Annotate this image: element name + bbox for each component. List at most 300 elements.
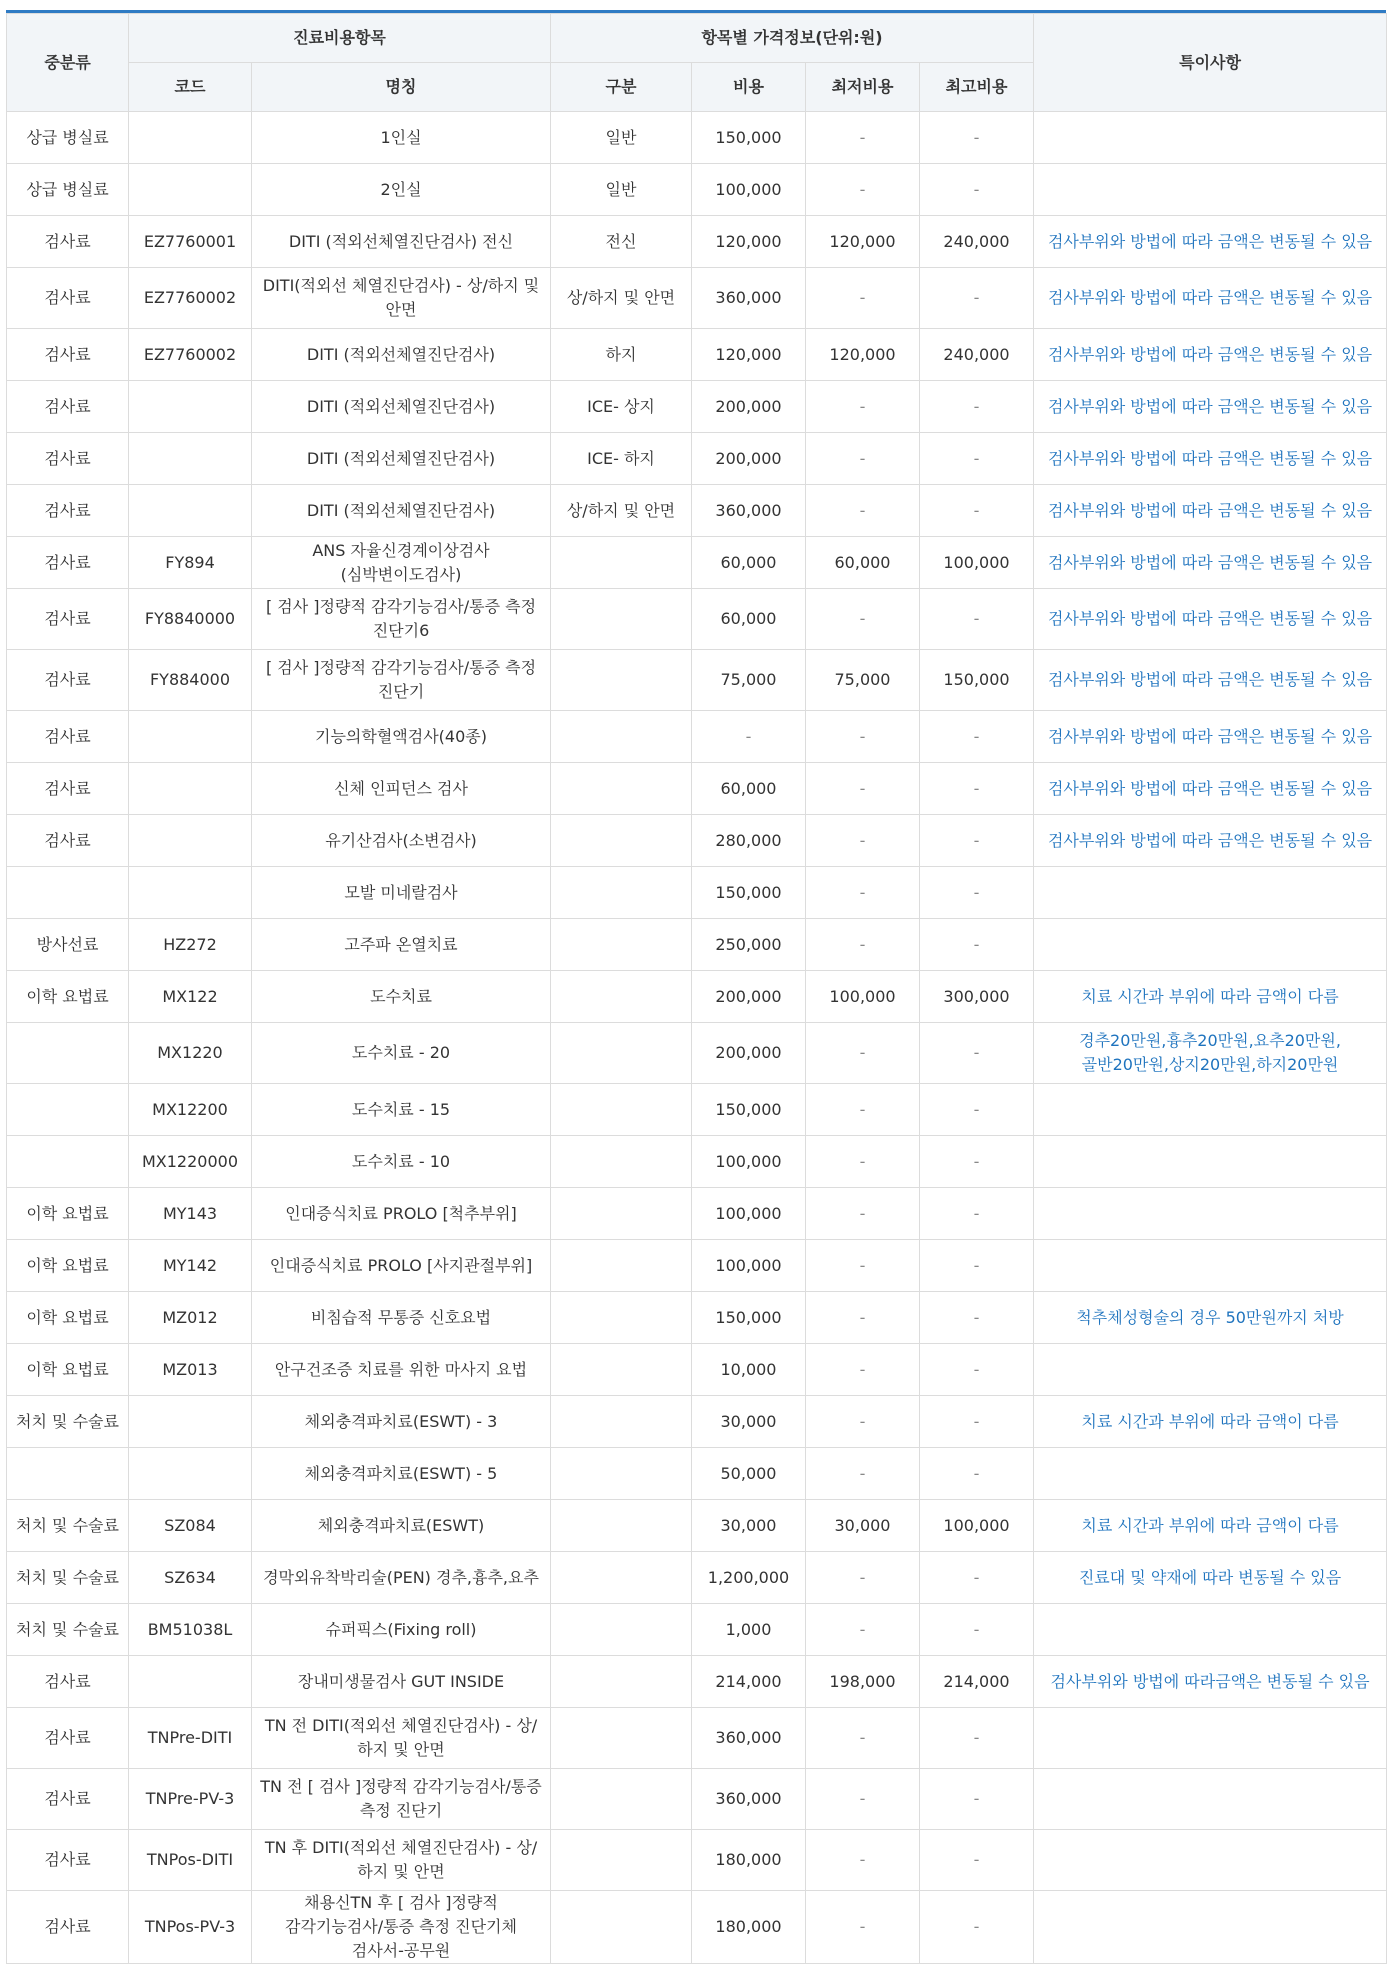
cell-note [1034,112,1387,164]
cell-type [551,1292,692,1344]
cell-code: MY142 [129,1240,252,1292]
cell-category: 처치 및 수술료 [7,1500,129,1552]
cell-category: 검사료 [7,1830,129,1891]
cell-min-cost: - [806,381,920,433]
cell-max-cost: - [920,1448,1034,1500]
cell-code: EZ7760002 [129,329,252,381]
cell-category: 이학 요법료 [7,1240,129,1292]
cell-min-cost: 100,000 [806,971,920,1023]
cell-category: 검사료 [7,589,129,650]
cell-code: TNPos-PV-3 [129,1891,252,1964]
cell-name: 장내미생물검사 GUT INSIDE [252,1656,551,1708]
cell-max-cost: - [920,919,1034,971]
cell-type: ICE- 상지 [551,381,692,433]
table-row [7,1656,1387,1708]
table-row [7,485,1387,537]
header-price-group: 항목별 가격정보(단위:원) [551,14,1034,63]
cell-type [551,1188,692,1240]
cell-type [551,1023,692,1084]
cell-cost: 360,000 [692,1708,806,1769]
cell-code: EZ7760001 [129,216,252,268]
table-row [7,1396,1387,1448]
table-row [7,919,1387,971]
header-type: 구분 [551,63,692,112]
header-code: 코드 [129,63,252,112]
cell-category [7,1084,129,1136]
cell-code [129,1656,252,1708]
cell-name: 체외충격파치료(ESWT) - 3 [252,1396,551,1448]
cell-note: 진료대 및 약재에 따라 변동될 수 있음 [1034,1552,1387,1604]
cell-category: 검사료 [7,485,129,537]
cell-name: 인대증식치료 PROLO [척추부위] [252,1188,551,1240]
cell-cost: 200,000 [692,433,806,485]
table-row [7,650,1387,711]
cell-max-cost: - [920,1708,1034,1769]
cell-type [551,1656,692,1708]
cell-note: 검사부위와 방법에 따라 금액은 변동될 수 있음 [1034,485,1387,537]
cell-name: 신체 인피던스 검사 [252,763,551,815]
cell-max-cost: 150,000 [920,650,1034,711]
cell-category: 이학 요법료 [7,971,129,1023]
cell-cost: 100,000 [692,1188,806,1240]
cell-type [551,1448,692,1500]
cell-cost: 120,000 [692,216,806,268]
cell-type [551,1604,692,1656]
table-row [7,216,1387,268]
cell-min-cost: - [806,1023,920,1084]
cell-cost: 200,000 [692,1023,806,1084]
cell-type [551,1708,692,1769]
cell-min-cost: - [806,268,920,329]
cell-min-cost: 30,000 [806,1500,920,1552]
cell-code [129,867,252,919]
cell-cost: 30,000 [692,1500,806,1552]
cell-name: 체외충격파치료(ESWT) - 5 [252,1448,551,1500]
header-category: 중분류 [7,14,129,112]
cell-name: [ 검사 ]정량적 감각기능검사/통증 측정 진단기6 [252,589,551,650]
cell-name: 안구건조증 치료를 위한 마사지 요법 [252,1344,551,1396]
table-row [7,268,1387,329]
table-row [7,1188,1387,1240]
cell-code: MZ013 [129,1344,252,1396]
cell-note [1034,1604,1387,1656]
cell-category: 처치 및 수술료 [7,1552,129,1604]
cell-cost: 100,000 [692,164,806,216]
cell-max-cost: - [920,815,1034,867]
cell-min-cost: 60,000 [806,537,920,589]
table-row [7,867,1387,919]
cell-max-cost: - [920,867,1034,919]
cell-type [551,1344,692,1396]
cell-name: DITI (적외선체열진단검사) [252,381,551,433]
cell-code: TNPos-DITI [129,1830,252,1891]
cell-type [551,589,692,650]
cell-name: 인대증식치료 PROLO [사지관절부위] [252,1240,551,1292]
cell-code [129,112,252,164]
cell-cost: 1,000 [692,1604,806,1656]
price-table-container [6,0,1386,1964]
cell-code [129,433,252,485]
cell-min-cost: - [806,164,920,216]
cell-max-cost: - [920,112,1034,164]
table-row [7,1604,1387,1656]
cell-note [1034,919,1387,971]
cell-min-cost: - [806,1292,920,1344]
cell-cost: 150,000 [692,1084,806,1136]
cell-cost: 360,000 [692,268,806,329]
table-row [7,1136,1387,1188]
cell-max-cost: - [920,164,1034,216]
cell-min-cost: 120,000 [806,216,920,268]
table-row [7,971,1387,1023]
cell-note [1034,1891,1387,1964]
cell-name: TN 전 DITI(적외선 체열진단검사) - 상/하지 및 안면 [252,1708,551,1769]
table-row [7,537,1387,589]
cell-note: 검사부위와 방법에 따라 금액은 변동될 수 있음 [1034,763,1387,815]
cell-name: 고주파 온열치료 [252,919,551,971]
cell-type [551,1396,692,1448]
table-row [7,1500,1387,1552]
cell-max-cost: - [920,433,1034,485]
cell-category: 이학 요법료 [7,1344,129,1396]
cell-note [1034,1188,1387,1240]
medical-fee-table [6,13,1387,1964]
table-row [7,1769,1387,1830]
cell-name: ANS 자율신경계이상검사(심박변이도검사) [252,537,551,589]
cell-code [129,381,252,433]
cell-category: 이학 요법료 [7,1188,129,1240]
cell-max-cost: - [920,1023,1034,1084]
cell-note [1034,1708,1387,1769]
cell-min-cost: - [806,1830,920,1891]
cell-max-cost: - [920,381,1034,433]
cell-cost: - [692,711,806,763]
cell-category: 검사료 [7,1656,129,1708]
cell-name: [ 검사 ]정량적 감각기능검사/통증 측정 진단기 [252,650,551,711]
cell-category: 검사료 [7,815,129,867]
cell-note: 척추체성형술의 경우 50만원까지 처방 [1034,1292,1387,1344]
cell-note [1034,1136,1387,1188]
cell-category: 처치 및 수술료 [7,1604,129,1656]
cell-category: 이학 요법료 [7,1292,129,1344]
cell-type [551,1084,692,1136]
cell-max-cost: - [920,1552,1034,1604]
cell-name: 비침습적 무통증 신호요법 [252,1292,551,1344]
cell-min-cost: - [806,815,920,867]
cell-type [551,1500,692,1552]
cell-cost: 280,000 [692,815,806,867]
cell-type: ICE- 하지 [551,433,692,485]
cell-code: TNPre-DITI [129,1708,252,1769]
cell-name: 채용신TN 후 [ 검사 ]정량적 감각기능검사/통증 측정 진단기체 검사서-공무원 [252,1891,551,1964]
cell-category: 검사료 [7,1708,129,1769]
cell-code: HZ272 [129,919,252,971]
cell-type [551,1552,692,1604]
cell-category: 검사료 [7,268,129,329]
cell-code: FY8840000 [129,589,252,650]
table-row [7,589,1387,650]
cell-name: 도수치료 [252,971,551,1023]
table-row [7,1830,1387,1891]
cell-max-cost: 240,000 [920,216,1034,268]
cell-note [1034,1769,1387,1830]
cell-min-cost: - [806,1448,920,1500]
cell-code [129,1396,252,1448]
cell-name: 슈퍼픽스(Fixing roll) [252,1604,551,1656]
cell-note [1034,1240,1387,1292]
cell-min-cost: - [806,1552,920,1604]
cell-min-cost: - [806,433,920,485]
cell-code [129,1448,252,1500]
cell-note [1034,164,1387,216]
cell-cost: 120,000 [692,329,806,381]
cell-cost: 100,000 [692,1136,806,1188]
cell-max-cost: - [920,485,1034,537]
cell-max-cost: - [920,711,1034,763]
cell-type [551,1240,692,1292]
cell-note: 치료 시간과 부위에 따라 금액이 다름 [1034,1500,1387,1552]
cell-category [7,867,129,919]
cell-code: MZ012 [129,1292,252,1344]
cell-name: DITI(적외선 체열진단검사) - 상/하지 및 안면 [252,268,551,329]
cell-min-cost: - [806,112,920,164]
cell-max-cost: - [920,1891,1034,1964]
cell-cost: 30,000 [692,1396,806,1448]
cell-max-cost: - [920,1604,1034,1656]
cell-type: 전신 [551,216,692,268]
cell-max-cost: - [920,589,1034,650]
cell-type [551,650,692,711]
table-row [7,711,1387,763]
table-header [7,14,1387,112]
cell-category: 검사료 [7,763,129,815]
cell-min-cost: - [806,1769,920,1830]
cell-cost: 150,000 [692,867,806,919]
cell-max-cost: - [920,1084,1034,1136]
cell-max-cost: - [920,1136,1034,1188]
header-name: 명칭 [252,63,551,112]
cell-min-cost: - [806,1084,920,1136]
header-min-cost: 최저비용 [806,63,920,112]
cell-type [551,867,692,919]
cell-code: BM51038L [129,1604,252,1656]
cell-category: 검사료 [7,711,129,763]
table-row [7,164,1387,216]
cell-code [129,763,252,815]
cell-category: 방사선료 [7,919,129,971]
header-cost: 비용 [692,63,806,112]
table-row [7,1344,1387,1396]
cell-type [551,1136,692,1188]
cell-max-cost: - [920,1240,1034,1292]
cell-note: 검사부위와 방법에 따라 금액은 변동될 수 있음 [1034,711,1387,763]
cell-type [551,1830,692,1891]
cell-note [1034,1830,1387,1891]
cell-min-cost: - [806,1604,920,1656]
cell-min-cost: - [806,763,920,815]
cell-min-cost: - [806,1891,920,1964]
cell-category: 검사료 [7,537,129,589]
cell-min-cost: - [806,485,920,537]
cell-min-cost: - [806,1344,920,1396]
cell-type: 상/하지 및 안면 [551,268,692,329]
cell-min-cost: 75,000 [806,650,920,711]
cell-code: MY143 [129,1188,252,1240]
cell-category: 검사료 [7,216,129,268]
cell-code: MX1220 [129,1023,252,1084]
cell-category [7,1136,129,1188]
table-row [7,112,1387,164]
cell-min-cost: - [806,919,920,971]
cell-code: MX122 [129,971,252,1023]
header-item-group: 진료비용항목 [129,14,551,63]
cell-code [129,164,252,216]
cell-max-cost: - [920,1830,1034,1891]
cell-max-cost: 240,000 [920,329,1034,381]
cell-name: 기능의학혈액검사(40종) [252,711,551,763]
cell-min-cost: - [806,1396,920,1448]
cell-note: 경추20만원,흉추20만원,요추20만원,골반20만원,상지20만원,하지20만원 [1034,1023,1387,1084]
cell-cost: 214,000 [692,1656,806,1708]
cell-name: 유기산검사(소변검사) [252,815,551,867]
cell-cost: 10,000 [692,1344,806,1396]
cell-cost: 1,200,000 [692,1552,806,1604]
cell-code: EZ7760002 [129,268,252,329]
cell-code [129,485,252,537]
cell-cost: 360,000 [692,1769,806,1830]
header-notes: 특이사항 [1034,14,1387,112]
cell-type [551,919,692,971]
cell-min-cost: - [806,589,920,650]
cell-code [129,711,252,763]
table-row [7,1292,1387,1344]
cell-min-cost: - [806,711,920,763]
cell-type [551,763,692,815]
cell-name: DITI (적외선체열진단검사) [252,433,551,485]
table-row [7,763,1387,815]
cell-note: 검사부위와 방법에 따라 금액은 변동될 수 있음 [1034,216,1387,268]
cell-note: 검사부위와 방법에 따라금액은 변동될 수 있음 [1034,1656,1387,1708]
cell-name: TN 전 [ 검사 ]정량적 감각기능검사/통증 측정 진단기 [252,1769,551,1830]
cell-type: 상/하지 및 안면 [551,485,692,537]
cell-max-cost: 300,000 [920,971,1034,1023]
cell-name: DITI (적외선체열진단검사) [252,329,551,381]
cell-name: 1인실 [252,112,551,164]
cell-category: 검사료 [7,650,129,711]
cell-category: 검사료 [7,1891,129,1964]
cell-max-cost: 100,000 [920,537,1034,589]
cell-category [7,1023,129,1084]
cell-type: 일반 [551,164,692,216]
cell-cost: 200,000 [692,381,806,433]
table-row [7,1552,1387,1604]
cell-code: MX1220000 [129,1136,252,1188]
cell-type [551,1891,692,1964]
cell-max-cost: - [920,1292,1034,1344]
cell-max-cost: 100,000 [920,1500,1034,1552]
table-body [7,112,1387,1964]
cell-category: 검사료 [7,1769,129,1830]
cell-name: 체외충격파치료(ESWT) [252,1500,551,1552]
cell-code: TNPre-PV-3 [129,1769,252,1830]
cell-category: 상급 병실료 [7,112,129,164]
cell-max-cost: - [920,1769,1034,1830]
header-max-cost: 최고비용 [920,63,1034,112]
cell-min-cost: - [806,1188,920,1240]
cell-code: SZ634 [129,1552,252,1604]
table-row [7,1708,1387,1769]
cell-name: 모발 미네랄검사 [252,867,551,919]
table-row [7,329,1387,381]
cell-category: 처치 및 수술료 [7,1396,129,1448]
cell-type [551,971,692,1023]
table-row [7,433,1387,485]
cell-cost: 200,000 [692,971,806,1023]
cell-note: 치료 시간과 부위에 따라 금액이 다름 [1034,971,1387,1023]
cell-category [7,1448,129,1500]
cell-max-cost: - [920,268,1034,329]
cell-cost: 150,000 [692,112,806,164]
table-row [7,1240,1387,1292]
cell-category: 검사료 [7,329,129,381]
cell-name: TN 후 DITI(적외선 체열진단검사) - 상/하지 및 안면 [252,1830,551,1891]
table-row [7,1023,1387,1084]
cell-name: 경막외유착박리술(PEN) 경추,흉추,요추 [252,1552,551,1604]
cell-cost: 50,000 [692,1448,806,1500]
cell-name: DITI (적외선체열진단검사) 전신 [252,216,551,268]
cell-cost: 100,000 [692,1240,806,1292]
cell-category: 검사료 [7,433,129,485]
cell-note: 검사부위와 방법에 따라 금액은 변동될 수 있음 [1034,329,1387,381]
cell-name: 도수치료 - 15 [252,1084,551,1136]
cell-type [551,711,692,763]
cell-name: 도수치료 - 10 [252,1136,551,1188]
cell-code: FY894 [129,537,252,589]
cell-max-cost: - [920,1188,1034,1240]
cell-code: MX12200 [129,1084,252,1136]
table-row [7,815,1387,867]
cell-type [551,1769,692,1830]
cell-name: 2인실 [252,164,551,216]
cell-max-cost: - [920,1396,1034,1448]
cell-type: 일반 [551,112,692,164]
cell-min-cost: - [806,1240,920,1292]
cell-cost: 60,000 [692,537,806,589]
cell-note [1034,1084,1387,1136]
cell-max-cost: 214,000 [920,1656,1034,1708]
cell-code [129,815,252,867]
cell-category: 상급 병실료 [7,164,129,216]
cell-min-cost: 198,000 [806,1656,920,1708]
table-row [7,1084,1387,1136]
cell-type [551,537,692,589]
cell-note [1034,867,1387,919]
cell-category: 검사료 [7,381,129,433]
cell-code: FY884000 [129,650,252,711]
cell-cost: 75,000 [692,650,806,711]
table-row [7,381,1387,433]
cell-name: 도수치료 - 20 [252,1023,551,1084]
cell-cost: 180,000 [692,1891,806,1964]
cell-cost: 60,000 [692,763,806,815]
cell-note: 검사부위와 방법에 따라 금액은 변동될 수 있음 [1034,381,1387,433]
cell-code: SZ084 [129,1500,252,1552]
cell-type: 하지 [551,329,692,381]
cell-note [1034,1448,1387,1500]
cell-max-cost: - [920,763,1034,815]
cell-type [551,815,692,867]
cell-cost: 250,000 [692,919,806,971]
